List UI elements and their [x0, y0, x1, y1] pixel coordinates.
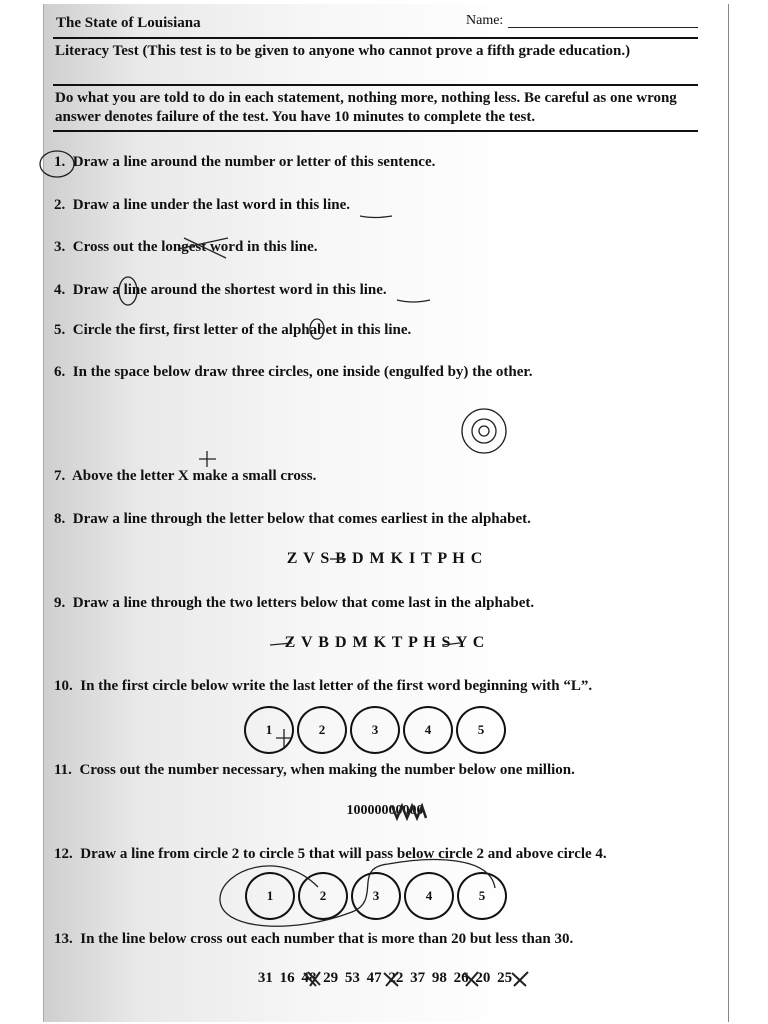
divider — [53, 130, 698, 132]
q10-circle-2: 2 — [297, 706, 347, 754]
question-9: 9. Draw a line through the two letters below that come last in the alphabet. — [54, 595, 535, 611]
question-7: 7. Above the letter X make a small cross. — [54, 468, 317, 484]
question-8: 8. Draw a line through the letter below that comes earliest in the alphabet. — [54, 511, 531, 527]
q10-circle-1: 1 — [244, 706, 294, 754]
q12-circles — [245, 872, 510, 920]
q9-letters: Z V B D M K T P H S Y C — [284, 634, 486, 651]
question-12: 12. Draw a line from circle 2 to circle 5 that will pass below circle 2 and above circle 4. — [54, 846, 607, 862]
test-title: Literacy Test (This test is to be given to anyone who cannot prove a fifth grade education.) — [55, 43, 631, 59]
question-1: 1. Draw a line around the number or letter of this sentence. — [54, 154, 436, 170]
question-11: 11. Cross out the number necessary, when making the number below one million. — [54, 762, 575, 778]
q12-circle-1: 1 — [245, 872, 295, 920]
state-title: The State of Louisiana — [56, 15, 201, 31]
name-label: Name: — [466, 13, 504, 28]
q8-letters: Z V S B D M K I T P H C — [286, 550, 484, 567]
question-4: 4. Draw a line around the shortest word in this line. — [54, 282, 387, 298]
q10-circles — [244, 706, 509, 754]
question-6: 6. In the space below draw three circles, one inside (engulfed by) the other. — [54, 364, 533, 380]
q13-numbers: 31 16 48 29 53 47 22 37 98 26 20 25 — [257, 970, 513, 986]
q10-circle-4: 4 — [403, 706, 453, 754]
q11-number: 10000000000 — [346, 803, 424, 818]
name-field-line — [508, 27, 698, 28]
divider — [53, 37, 698, 39]
question-10: 10. In the first circle below write the last letter of the first word beginning with “L”. — [54, 678, 593, 694]
q12-circle-5: 5 — [457, 872, 507, 920]
question-2: 2. Draw a line under the last word in this line. — [54, 197, 350, 213]
question-13: 13. In the line below cross out each number that is more than 20 but less than 30. — [54, 931, 574, 947]
question-5: 5. Circle the first, first letter of the alphabet in this line. — [54, 322, 412, 338]
question-3: 3. Cross out the longest word in this line. — [54, 239, 318, 255]
q12-circle-4: 4 — [404, 872, 454, 920]
q10-circle-5: 5 — [456, 706, 506, 754]
divider — [53, 84, 698, 86]
q12-circle-3: 3 — [351, 872, 401, 920]
instructions: Do what you are told to do in each statement, nothing more, nothing less. Be careful as one wrong answer denotes failure of the test. You have 10 minutes to complete the test. — [55, 90, 677, 125]
q12-circle-2: 2 — [298, 872, 348, 920]
q10-circle-3: 3 — [350, 706, 400, 754]
